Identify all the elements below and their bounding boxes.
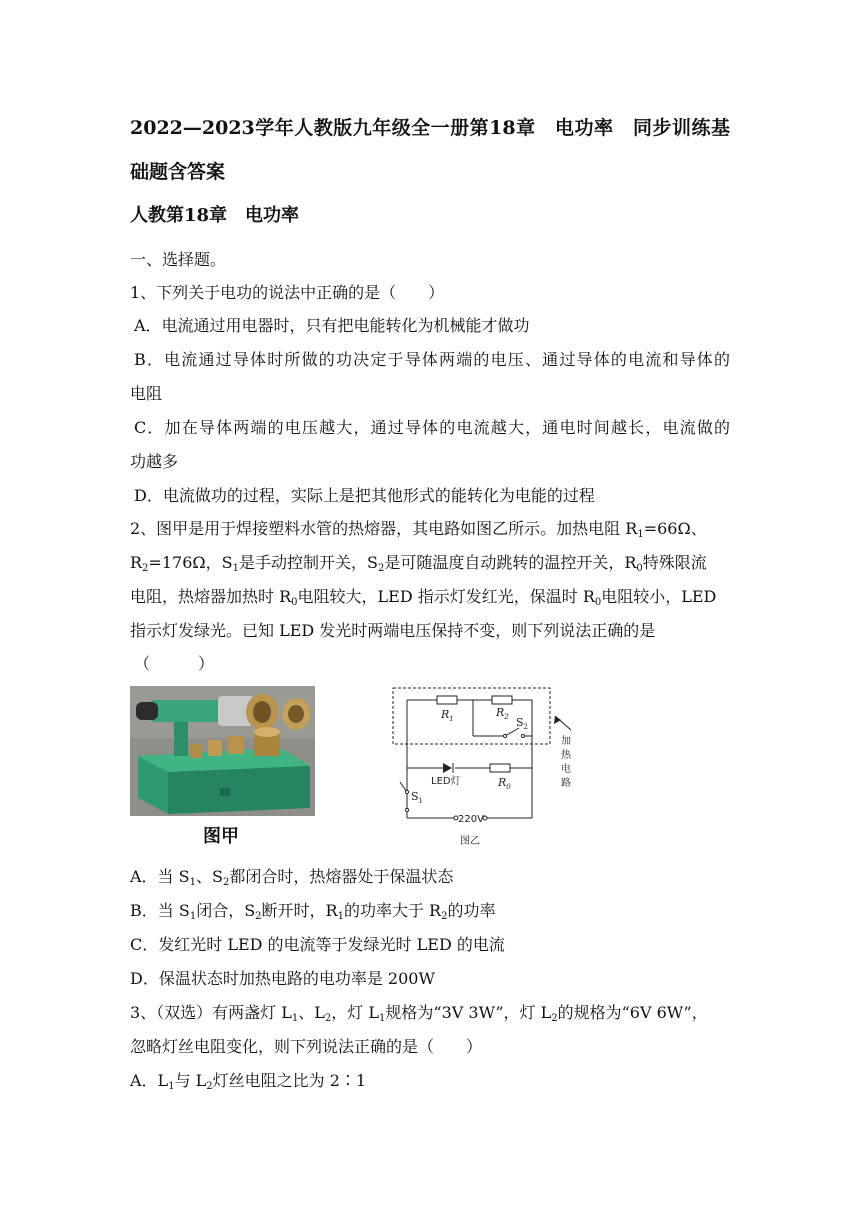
svg-text:热: 热 (561, 750, 571, 761)
resistor-r2 (492, 696, 512, 704)
svg-text:R2: $R_2$ (496, 706, 509, 721)
resistor-r1 (437, 696, 457, 704)
q1-option-a: A．电流通过用电器时，只有把电能转化为机械能才做功 (134, 316, 530, 335)
svg-text:S1: $S_1$ (411, 790, 424, 805)
svg-text:220V: 220V (458, 814, 484, 825)
q1-option-d: D．电流做功的过程，实际上是把其他形式的能转化为电能的过程 (134, 486, 595, 505)
heat-welder-illustration (130, 686, 315, 816)
q1-stem: 1、下列关于电功的说法中正确的是（ ） (130, 283, 445, 302)
chapter-heading: 人教第18章 电功率 (130, 205, 300, 226)
svg-text:S2: $S_2$ (516, 716, 529, 731)
q2-stem-line1: 2、图甲是用于焊接塑料水管的热熔器，其电路如图乙所示。加热电阻 $R_1=66\Omega$、 (130, 519, 707, 540)
section-heading: 一、选择题。 (130, 250, 227, 269)
q3-stem-line2: 忽略灯丝电阻变化，则下列说法正确的是（ ） (130, 1037, 483, 1056)
q2-option-a: A．当 $S_1$、$S_2$都闭合时，热熔器处于保温状态 (130, 867, 454, 888)
q2-option-c: C．发红光时 LED 的电流等于发绿光时 LED 的电流 (130, 935, 505, 954)
svg-text:路: 路 (561, 778, 571, 789)
q1-option-c-line2: 功越多 (130, 452, 179, 471)
q2-answer-blank: （ ） (134, 654, 215, 673)
led-diode (443, 763, 452, 773)
document-title-line1: 2022—2023学年人教版九年级全一册第18章 电功率 同步训练基 (130, 117, 730, 139)
q2-stem-line2: $R_2=176\Omega$，$S_1$是手动控制开关，$S_2$是可随温度自动跳转的温控开关，$R_0$特殊限流 (130, 553, 707, 574)
q2-stem-line4: 指示灯发绿光。已知 LED 发光时两端电压保持不变，则下列说法正确的是 (130, 621, 656, 640)
svg-text:电: 电 (561, 764, 571, 775)
arrow-icon (554, 716, 561, 724)
switch-s2 (505, 728, 519, 736)
svg-text:LED灯: LED灯 (431, 776, 461, 787)
q1-option-b-line2: 电阻 (130, 384, 163, 403)
circuit-diagram (385, 684, 585, 850)
svg-text:R1: $R_1$ (441, 708, 454, 723)
q3-option-a: A．$L_1$与 $L_2$灯丝电阻之比为 2∶1 (130, 1071, 367, 1092)
svg-text:加: 加 (561, 736, 571, 747)
svg-text:图乙: 图乙 (460, 836, 480, 847)
q1-option-b-line1: B．电流通过导体时所做的功决定于导体两端的电压、通过导体的电流和导体的 (134, 350, 730, 369)
document-title-line2: 础题含答案 (130, 161, 226, 183)
q2-option-d: D．保温状态时加热电路的电功率是 200W (130, 969, 435, 988)
svg-text:R0: $R_0$ (498, 776, 511, 791)
resistor-r0 (490, 764, 510, 772)
q3-stem-line1: 3、（双选）有两盏灯 $L_1$、$L_2$，灯 $L_1$规格为“3V 3W”，灯 $L_2$的规格为“6V 6W”， (130, 1003, 708, 1024)
q2-stem-line3: 电阻，热熔器加热时 $R_0$电阻较大，LED 指示灯发红光，保温时 $R_0$电阻较小，LED (130, 587, 717, 608)
heat-welder-photo (130, 686, 315, 816)
q1-option-c-line1: C．加在导体两端的电压越大，通过导体的电流越大，通电时间越长，电流做的 (134, 418, 730, 437)
q2-option-b: B．当 $S_1$闭合，$S_2$断开时，$R_1$的功率大于 $R_2$的功率 (130, 901, 496, 922)
figure-jia-caption: 图甲 (203, 826, 239, 847)
